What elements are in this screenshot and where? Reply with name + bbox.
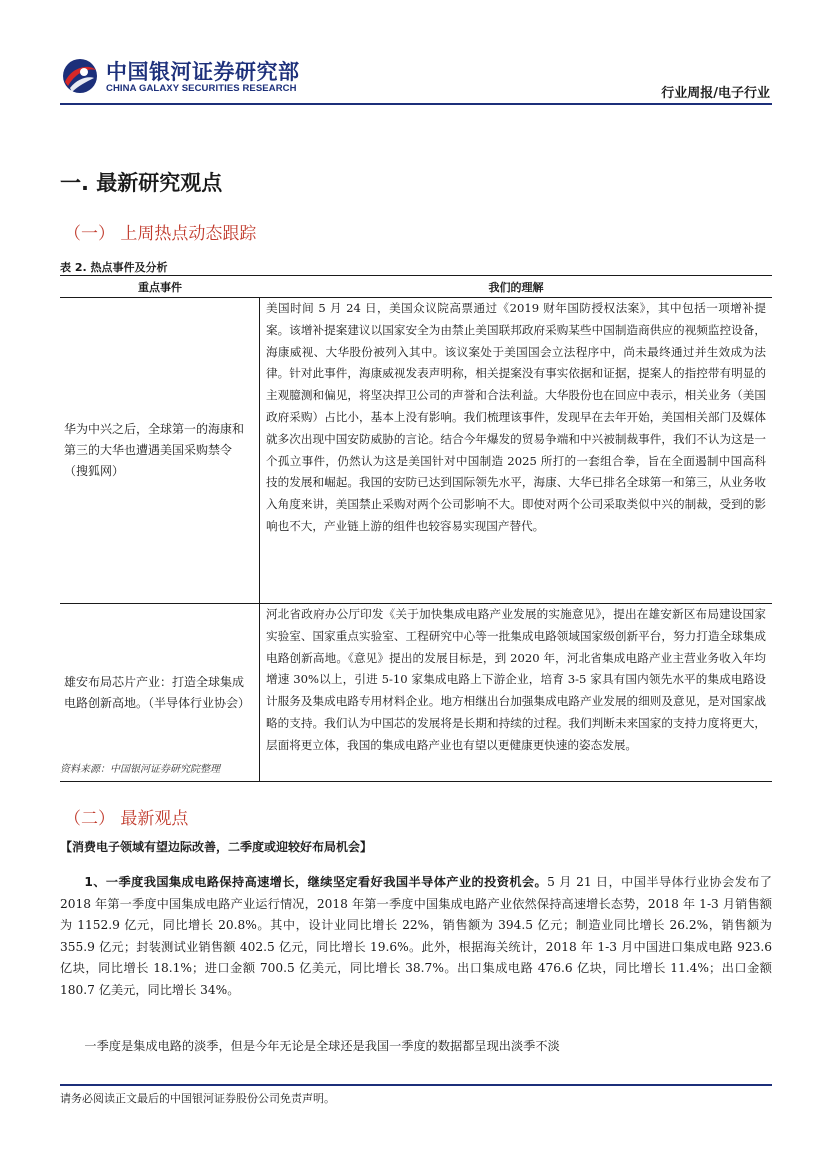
paragraph-body: 5 月 21 日，中国半导体行业协会发布了 2018 年第一季度中国集成电路产业运行情况，2018 年第一季度中国集成电路产业依然保持高速增长态势，2018 年 1-3 月销售额为 1152.9 亿元，同比增长 20.8%。其中，设计业同比增长 22%，销售额为 394.5 亿元；制造业同比增长 26.2%，销售额为 355.9 亿元；封装测试业销售额 402.5 亿元，同比增长 19.6%。此外，根据海关统计，2018 年 1-3 月中国进口集成电路 923.6 亿块，同比增长 18.1%；进口金额 700.5 亿美元，同比增长 38.7%。出口集成电路 476.6 亿块，同比增长 11.4%；出口金额 180.7 亿美元，同比增长 34%。 [60, 875, 772, 997]
table-cell-analysis: 河北省政府办公厅印发《关于加快集成电路产业发展的实施意见》，提出在雄安新区布局建设国家实验室、国家重点实验室、工程研究中心等一批集成电路领域国家级创新平台，努力打造全球集成电路创新高地。《意见》提出的发展目标是，到 2020 年，河北省集成电路产业主营业务收入年均增速 30%以上，引进 5-10 家集成电路上下游企业，培育 3-5 家具有国内领先水平的集成电路设计服务及集成电路专用材料企业。地方相继出台加强集成电路产业发展的细则及意见，是对国家战略的支持。我们认为中国芯的发展将是长期和持续的过程。我们判断未来国家的支持力度将更大，层面将更立体，我国的集成电路产业也有望以更健康更快速的姿态发展。 [266, 607, 766, 752]
subsection-title-latest-views: （二） 最新观点 [64, 809, 189, 829]
paragraph-ic-growth [60, 872, 772, 1002]
table-cell-event: 雄安布局芯片产业：打造全球集成电路创新高地。（半导体行业协会） [60, 604, 260, 781]
table-caption: 表 2. 热点事件及分析 [60, 261, 168, 274]
table-cell-analysis: 美国时间 5 月 24 日，美国众议院高票通过《2019 财年国防授权法案》，其中包括一项增补提案。该增补提案建议以国家安全为由禁止美国联邦政府采购某些中国制造商供应的视频监控设备，海康威视、大华股份被列入其中。该议案处于美国国会立法程序中，尚未最终通过并生效成为法律。针对此事件，海康威视发表声明称，相关提案没有事实依据和证据，提案人的指控带有明显的主观臆测和偏见，将坚决捍卫公司的声誉和合法利益。大华股份也在回应中表示，相关业务（美国政府采购）占比小，基本上没有影响。我们梳理该事件，发现早在去年开始，美国相关部门及媒体就多次出现中国安防威胁的言论。结合今年爆发的贸易争端和中兴被制裁事件，我们不认为这是一个孤立事件，仍然认为这是美国针对中国制造 2025 所打的一套组合拳，旨在全面遏制中国高科技的发展和崛起。我国的安防已达到国际领先水平，海康、大华已排名全球第一和第三，从业务收入角度来讲，美国禁止采购对两个公司影响不大。即使对两个公司采取类似中兴的制裁，受到的影响也不大，产业链上游的组件也较容易实现国产替代。 [266, 301, 766, 533]
paragraph-off-season: 一季度是集成电路的淡季，但是今年无论是全球还是我国一季度的数据都呈现出淡季不淡 [84, 1039, 560, 1053]
table-row [60, 298, 772, 604]
page-header [60, 52, 772, 104]
view-banner: 【消费电子领域有望边际改善，二季度或迎较好布局机会】 [60, 840, 373, 854]
header-divider [60, 103, 772, 105]
galaxy-logo-icon [60, 56, 100, 96]
org-name-en: CHINA GALAXY SECURITIES RESEARCH [106, 83, 297, 94]
footer-disclaimer: 请务必阅读正文最后的中国银河证券股份公司免责声明。 [60, 1092, 335, 1105]
section-title: 一. 最新研究观点 [60, 171, 223, 195]
table-header-event: 重点事件 [138, 280, 182, 294]
table-header-row [60, 276, 772, 298]
table-cell-event: 华为中兴之后，全球第一的海康和第三的大华也遭遇美国采购禁令（搜狐网） [60, 298, 260, 603]
subsection-title-hot-topics: （一） 上周热点动态跟踪 [64, 224, 257, 244]
table-source-note: 资料来源：中国银河证券研究院整理 [60, 764, 220, 775]
paragraph-lead: 1、一季度我国集成电路保持高速增长，继续坚定看好我国半导体产业的投资机会。 [84, 875, 548, 889]
footer-divider [60, 1084, 772, 1086]
hot-events-table [60, 275, 772, 782]
report-type: 行业周报/电子行业 [661, 86, 770, 101]
table-row [60, 604, 772, 781]
table-header-analysis: 我们的理解 [488, 280, 544, 294]
org-name-cn: 中国银河证券研究部 [106, 60, 300, 84]
